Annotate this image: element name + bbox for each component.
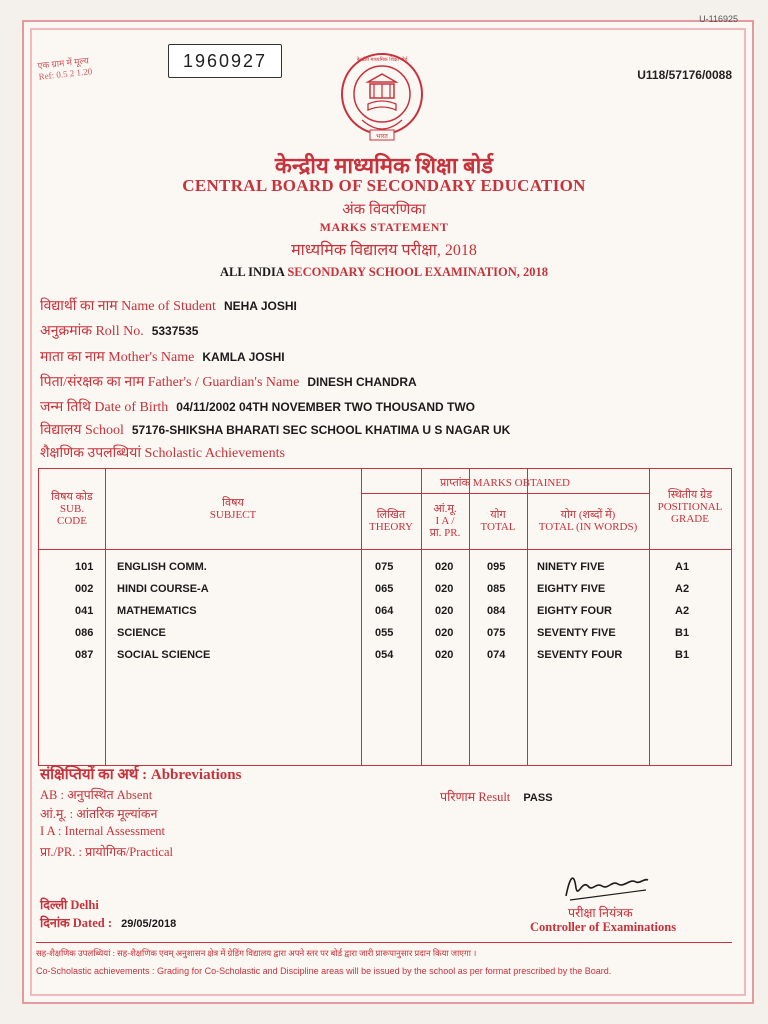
stamp-line-1: एक ग्राम में मूल्य	[36, 55, 90, 71]
board-name-hindi: केन्द्रीय माध्यमिक शिक्षा बोर्ड	[274, 153, 494, 178]
dob-label: जन्म तिथि Date of Birth	[40, 400, 169, 415]
cell-grade: A1	[675, 561, 690, 573]
header-subject-hindi: विषय	[222, 497, 244, 509]
result-value: PASS	[523, 792, 553, 804]
cbse-logo-icon	[332, 48, 432, 148]
exam-name: SECONDARY SCHOOL EXAMINATION, 2018	[287, 265, 549, 279]
header-subject	[105, 497, 361, 521]
header-subject-en: SUBJECT	[209, 509, 257, 521]
header-pr: प्रा. PR.	[429, 527, 461, 539]
cell-total: 095	[487, 561, 506, 573]
header-sub-code-en2: CODE	[57, 515, 87, 527]
signature-icon	[560, 866, 652, 904]
board-name: CENTRAL BOARD OF SECONDARY EDUCATION	[182, 176, 586, 195]
header-total-hindi: योग	[490, 509, 506, 521]
reference-number: U118/57176/0088	[637, 68, 732, 82]
cell-code: 086	[75, 627, 94, 639]
school-label: विद्यालय School	[40, 423, 124, 438]
footer-english: Co-Scholastic achievements : Grading for Co-Scholastic and Discipline areas will be issued by the school as per format prescribed by the Board.	[36, 966, 612, 976]
roll-number: 5337535	[151, 324, 199, 338]
father-row	[40, 372, 417, 391]
cell-grade: A2	[675, 605, 690, 617]
exam-title	[0, 265, 768, 280]
result-label: परिणाम Result	[440, 790, 511, 804]
cell-theory: 065	[375, 583, 394, 595]
cell-ia: 020	[435, 649, 454, 661]
result-row	[440, 788, 553, 805]
cell-code: 041	[75, 605, 94, 617]
table-row	[39, 649, 731, 671]
abbr-practical: प्रा./PR. : प्रायोगिक/Practical	[40, 845, 173, 859]
header-grade	[649, 489, 731, 525]
header-words-hindi: योग (शब्दों में)	[560, 509, 616, 521]
cell-grade: B1	[675, 627, 690, 639]
controller-english: Controller of Examinations	[530, 920, 677, 934]
father-label: पिता/संरक्षक का नाम Father's / Guardian's Name	[40, 375, 300, 390]
cell-total: 074	[487, 649, 506, 661]
student-name-row	[40, 296, 297, 315]
header-grade-hindi: स्थितीय ग्रेड	[667, 489, 713, 501]
cell-code: 087	[75, 649, 94, 661]
cell-theory: 064	[375, 605, 394, 617]
serial-number: 1960927	[168, 44, 282, 78]
exam-title-hindi: माध्यमिक विद्यालय परीक्षा, 2018	[291, 242, 477, 259]
cell-total: 084	[487, 605, 506, 617]
student-name-label: विद्यार्थी का नाम Name of Student	[40, 299, 216, 314]
header-ia-en: I A /	[435, 515, 455, 527]
school-name: 57176-SHIKSHA BHARATI SEC SCHOOL KHATIMA U S NAGAR UK	[131, 423, 511, 437]
header-theory-en: THEORY	[369, 521, 413, 533]
cell-words: EIGHTY FIVE	[537, 583, 606, 595]
father-name: DINESH CHANDRA	[307, 375, 417, 389]
statement-title: MARKS STATEMENT	[319, 220, 449, 234]
header-ia-hindi: आं.मू.	[433, 503, 457, 515]
roll-row	[40, 321, 198, 340]
header-total-en: TOTAL	[480, 521, 516, 533]
header-theory-hindi: लिखित	[376, 509, 406, 521]
cell-subject: SCIENCE	[117, 627, 166, 639]
marks-table	[38, 468, 732, 766]
cell-code: 002	[75, 583, 94, 595]
cell-ia: 020	[435, 583, 454, 595]
table-row	[39, 561, 731, 583]
logo-sub-text: भारत	[376, 133, 388, 140]
footer-divider	[36, 942, 732, 943]
table-row	[39, 605, 731, 627]
table-row	[39, 583, 731, 605]
cell-grade: B1	[675, 649, 690, 661]
cell-subject: ENGLISH COMM.	[117, 561, 207, 573]
dated-row	[40, 914, 176, 931]
statement-title-hindi: अंक विवरणिका	[342, 202, 426, 218]
dated-value: 29/05/2018	[121, 918, 177, 930]
cell-ia: 020	[435, 605, 454, 617]
table-row	[39, 627, 731, 649]
dated-label: दिनांक Dated :	[40, 916, 113, 930]
controller-hindi: परीक्षा नियंत्रक	[568, 906, 633, 920]
abbreviations-heading: संक्षिप्तियों का अर्थ : Abbreviations	[40, 767, 242, 783]
mother-name: KAMLA JOSHI	[202, 350, 285, 364]
abbr-internal-assessment: I A : Internal Assessment	[40, 824, 165, 838]
cell-theory: 055	[375, 627, 394, 639]
header-total-words	[527, 509, 649, 533]
cell-theory: 075	[375, 561, 394, 573]
school-row	[40, 420, 510, 439]
stamp-line-2: Ref: 0.5 2 1.20	[38, 66, 93, 82]
header-total	[469, 509, 527, 533]
dob-row	[40, 397, 475, 416]
place-city: दिल्ली Delhi	[40, 898, 99, 912]
mother-label: माता का नाम Mother's Name	[40, 350, 195, 365]
header-sub-code-hindi: विषय कोड	[51, 491, 93, 503]
cell-subject: SOCIAL SCIENCE	[117, 649, 211, 661]
cell-subject: MATHEMATICS	[117, 605, 197, 617]
header-sub-code-en1: SUB.	[59, 503, 85, 515]
exam-prefix: ALL INDIA	[219, 265, 285, 279]
roll-label: अनुक्रमांक Roll No.	[40, 324, 144, 339]
cell-words: NINETY FIVE	[537, 561, 605, 573]
cell-ia: 020	[435, 561, 454, 573]
student-name: NEHA JOSHI	[223, 299, 297, 313]
abbr-internal-hindi: आं.मू. : आंतरिक मूल्यांकन	[40, 807, 158, 821]
header-marks-obtained: प्राप्तांक MARKS OBTAINED	[439, 477, 571, 489]
header-grade-en2: GRADE	[671, 513, 709, 525]
cell-words: SEVENTY FOUR	[537, 649, 623, 661]
abbr-absent: AB : अनुपस्थित Absent	[40, 788, 153, 802]
cell-code: 101	[75, 561, 94, 573]
header-grade-en1: POSITIONAL	[657, 501, 723, 513]
header-theory	[361, 509, 421, 533]
cell-total: 075	[487, 627, 506, 639]
cell-words: SEVENTY FIVE	[537, 627, 616, 639]
cell-grade: A2	[675, 583, 690, 595]
header-sub-code	[39, 491, 105, 527]
header-words-en: TOTAL (IN WORDS)	[538, 521, 638, 533]
header-ia	[421, 503, 469, 539]
logo-ring-text: केन्द्रीय माध्यमिक शिक्षा बोर्ड	[356, 57, 408, 63]
cell-subject: HINDI COURSE-A	[117, 583, 209, 595]
cell-theory: 054	[375, 649, 394, 661]
scholastic-label: शैक्षणिक उपलब्धियां Scholastic Achievements	[40, 446, 285, 461]
cell-total: 085	[487, 583, 506, 595]
top-code: U-116925	[699, 14, 738, 24]
dob-value: 04/11/2002 04TH NOVEMBER TWO THOUSAND TWO	[176, 400, 475, 414]
cell-words: EIGHTY FOUR	[537, 605, 612, 617]
mother-row	[40, 347, 285, 366]
footer-hindi: सह-शैक्षणिक उपलब्धियां : सह-शैक्षणिक एवम् अनुशासन क्षेत्र में ग्रेडिंग विद्यालय द्वारा अपने स्तर पर बोर्ड द्वारा जारी प्रारूपानुसार प्रदान किया जाएगा ।	[36, 948, 477, 958]
cell-ia: 020	[435, 627, 454, 639]
